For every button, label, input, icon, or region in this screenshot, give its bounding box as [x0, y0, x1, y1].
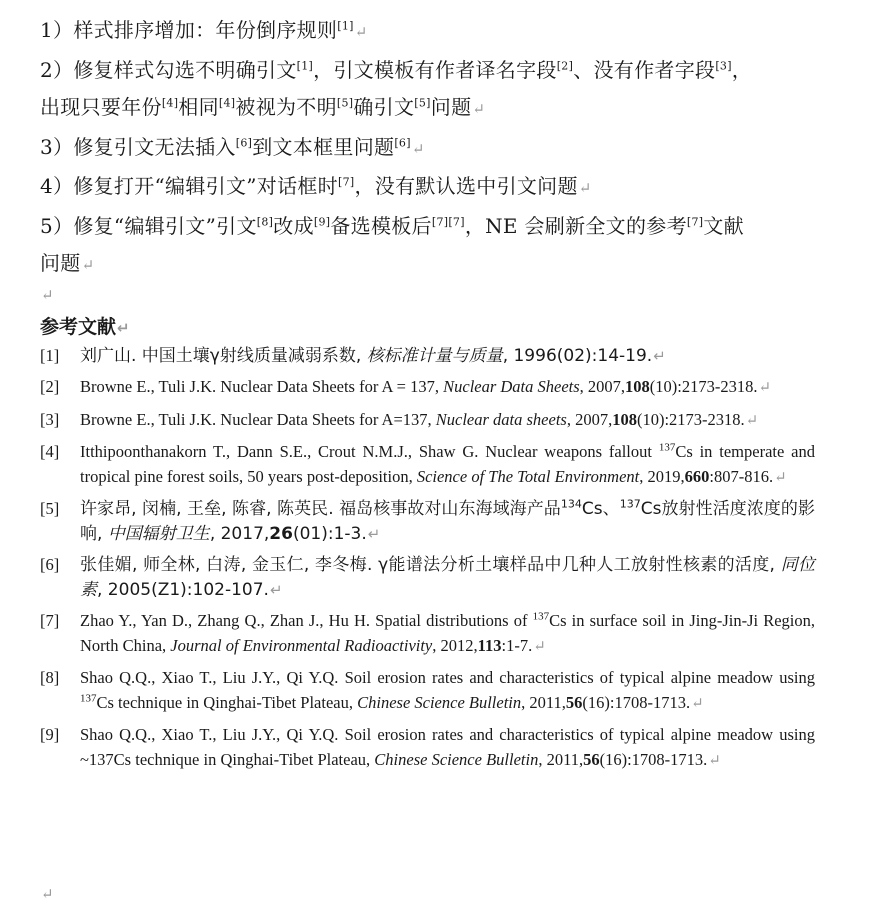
list-item: 3）修复引文无法插入[6]到文本框里问题[6]↵: [40, 134, 425, 159]
paragraph-mark-icon: ↵: [411, 139, 425, 158]
reference-item: [6] 张佳媚, 师全林, 白涛, 金玉仁, 李冬梅. γ能谱法分析土壤样品中几种人工放射性核素的活度, 同位素, 2005(Z1):102-107.↵: [40, 555, 816, 600]
reference-item: [9] Shao Q.Q., Xiao T., Liu J.Y., Qi Y.Q. Soil erosion rates and characteristics of typical alpine meadow using ~137Cs technique in Qinghai-Tibet Plateau, Chinese Science Bulletin, 2011,56(16):1708-1713.↵: [40, 725, 815, 769]
paragraph-mark-icon: ↵: [354, 23, 368, 41]
paragraph-mark-icon: ↵: [117, 318, 130, 337]
list-item: 问题↵: [40, 251, 95, 275]
reference-item: [4] Itthipoonthanakorn T., Dann S.E., Crout N.M.J., Shaw G. Nuclear weapons fallout $^{137}$Cs in temperate and tropical pine forest soils, 50 years post-deposition, Science of The Total Environment, 2019,660:807-816.↵: [40, 441, 815, 486]
reference-item: [7] Zhao Y., Yan D., Zhang Q., Zhan J., Hu H. Spatial distributions of $^{137}$Cs in surface soil in Jing-Jin-Ji Region, North China, Journal of Environmental Radioactivity, 2012,113:1-7.↵: [40, 610, 816, 655]
empty-paragraph: [40, 884, 54, 903]
list-item: 2）修复样式勾选不明确引文[1]，引文模板有作者译名字段[2]、没有作者字段[3]，: [40, 57, 753, 82]
reference-item: [1] 刘广山. 中国土壤γ射线质量减弱系数, 核标准计量与质量, 1996(02):14-19.↵: [40, 345, 666, 366]
list-item: 1）样式排序增加：年份倒序规则[1]↵: [40, 18, 368, 42]
reference-item: [2] Browne E., Tuli J.K. Nuclear Data Sheets for A = 137, Nuclear Data Sheets, 2007,108(10):2173-2318.↵: [40, 377, 772, 396]
reference-item: [8] Shao Q.Q., Xiao T., Liu J.Y., Qi Y.Q. Soil erosion rates and characteristics of typical alpine meadow using $^{137}$Cs technique in Qinghai-Tibet Plateau, Chinese Science Bulletin, 2011,56(16):1708-1713.↵: [40, 668, 815, 712]
document-body[interactable]: [40, 12, 815, 780]
references-heading: 参考文献↵: [40, 315, 130, 338]
paragraph-mark-icon: ↵: [578, 179, 592, 197]
reference-list: [40, 344, 815, 774]
list-item: 5）修复“编辑引文”引文[8]改成[9]备选模板后[7][7]，NE 会刷新全文的参考[7]文献: [40, 213, 744, 238]
reference-item: [3] Browne E., Tuli J.K. Nuclear Data Sheets for A=137, Nuclear data sheets, 2007,108(10):2173-2318.↵: [40, 409, 759, 429]
list-item: 4）修复打开“编辑引文”对话框时[7]，没有默认选中引文问题↵: [40, 174, 592, 198]
paragraph-mark-icon: ↵: [41, 885, 54, 903]
paragraph-mark-icon: ↵: [41, 285, 54, 304]
reference-item: [5] 许家昂, 闵楠, 王垒, 陈睿, 陈英民. 福岛核事故对山东海域海产品$^{134}$Cs、$^{137}$Cs放射性活度浓度的影响, 中国辐射卫生, 2017,26(01):1-3.↵: [40, 497, 815, 544]
paragraph-mark-icon: ↵: [81, 256, 95, 274]
list-item: 出现只要年份[4]相同[4]被视为不明[5]确引文[5]问题↵: [40, 95, 486, 119]
paragraph-mark-icon: ↵: [472, 100, 486, 118]
empty-paragraph: [40, 285, 815, 311]
